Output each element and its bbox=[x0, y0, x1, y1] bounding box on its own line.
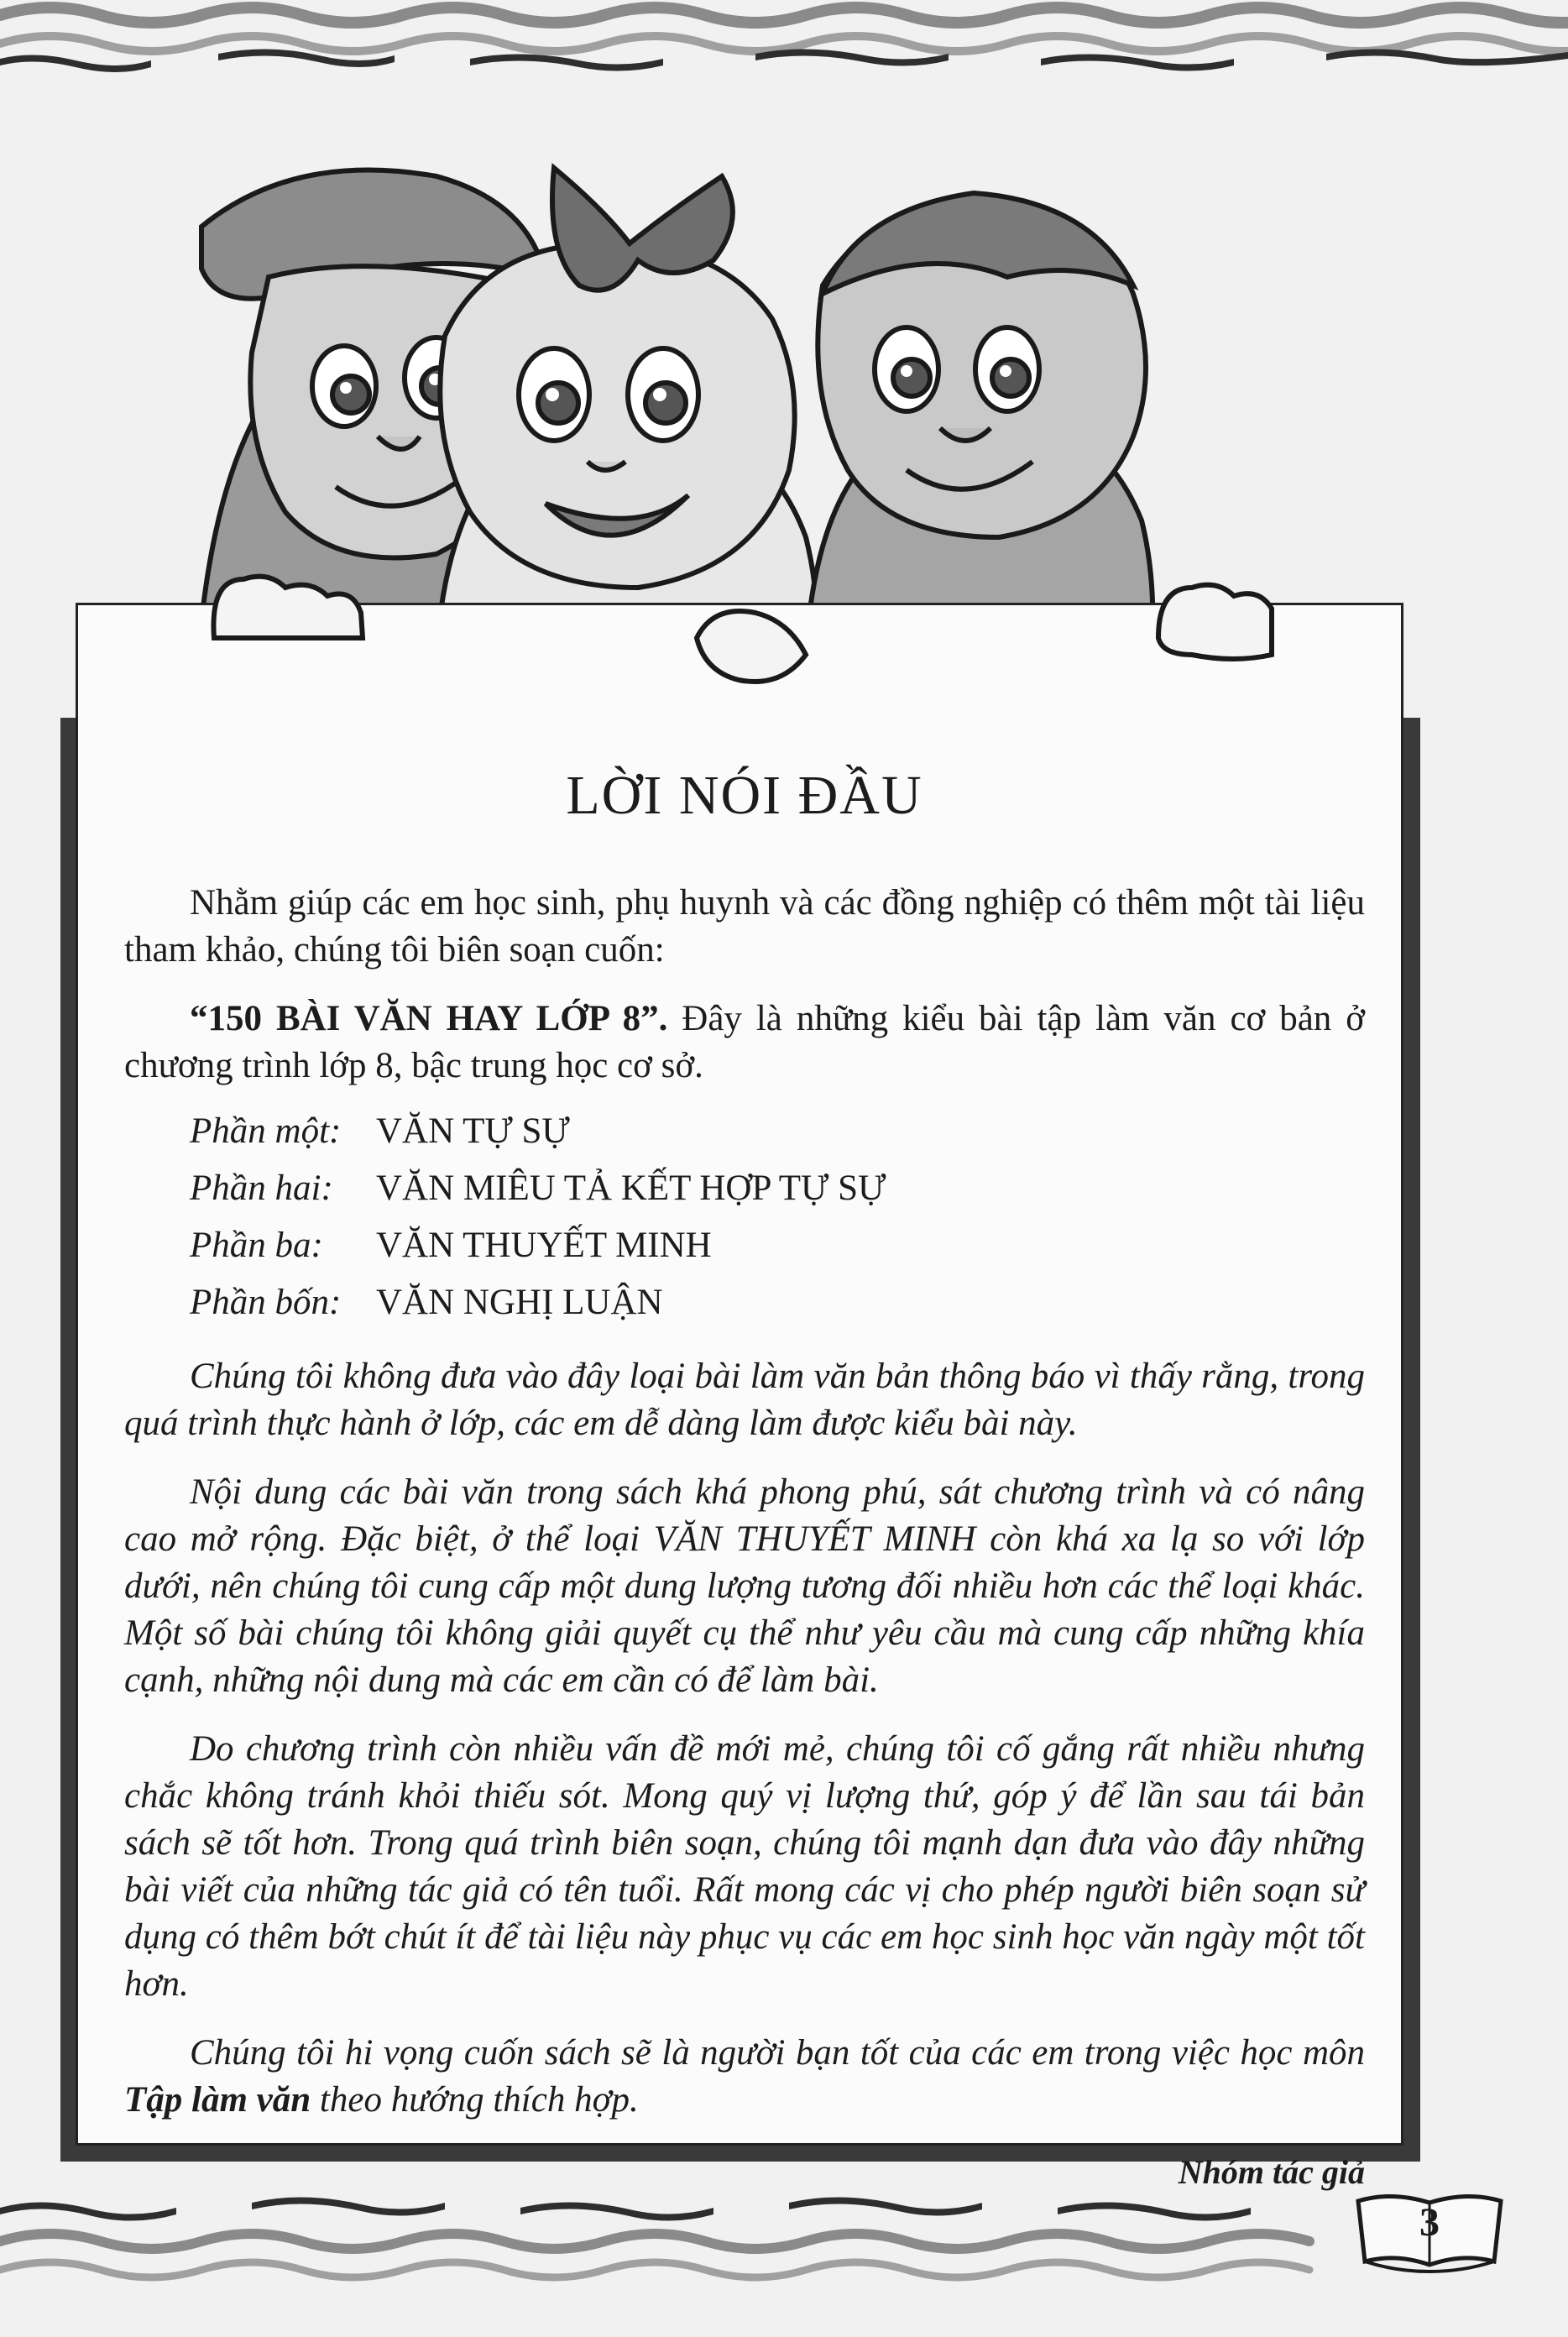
part-value: VĂN MIÊU TẢ KẾT HỢP TỰ SỰ bbox=[376, 1168, 886, 1208]
top-wave-border bbox=[0, 0, 1568, 126]
book-title-paragraph bbox=[124, 996, 1365, 1090]
paragraph-3: Do chương trình còn nhiều vấn đề mới mẻ, chúng tôi cố gắng rất nhiều nhưng chắc không tránh khỏi thiếu sót. Mong quý vị lượng thứ, góp ý để lần sau tái bản sách sẽ tốt hơn. Trong quá trình biên soạn, chúng tôi mạnh dạn đưa vào đây những bài viết của những tác giả có tên tuổi. Rất mong các vị cho phép người biên soạn sử dụng có thêm bớt chút ít để tài liệu này phục vụ các em học sinh học văn ngày một tốt hơn. bbox=[124, 1729, 1365, 2004]
paragraph-1: Chúng tôi không đưa vào đây loại bài làm văn bản thông báo vì thấy rằng, trong quá trình thực hành ở lớp, các em dễ dàng làm được kiểu bài này. bbox=[124, 1357, 1365, 1443]
page-title: LỜI NÓI ĐẦU bbox=[566, 765, 923, 826]
part-label: Phần ba: bbox=[190, 1226, 323, 1265]
paragraph-4 bbox=[124, 2030, 1365, 2124]
part-label: Phần bốn: bbox=[190, 1283, 342, 1322]
part-value: VĂN TỰ SỰ bbox=[376, 1111, 570, 1151]
parts-list bbox=[190, 1103, 1365, 1331]
part-item bbox=[190, 1160, 1365, 1217]
part-label: Phần hai: bbox=[190, 1168, 333, 1208]
part-value: VĂN NGHỊ LUẬN bbox=[376, 1283, 663, 1322]
bottom-wave-border bbox=[0, 2174, 1568, 2292]
signature: Nhóm tác giả bbox=[1178, 2153, 1365, 2191]
part-value: VĂN THUYẾT MINH bbox=[376, 1226, 712, 1265]
subject-name: Tập làm văn bbox=[124, 2080, 311, 2120]
boy-right bbox=[806, 193, 1152, 672]
part-item bbox=[190, 1217, 1365, 1274]
intro-paragraph: Nhằm giúp các em học sinh, phụ huynh và các đồng nghiệp có thêm một tài liệu tham khảo, chúng tôi biên soạn cuốn: bbox=[124, 883, 1365, 970]
paragraph-2: Nội dung các bài văn trong sách khá phong phú, sát chương trình và có nâng cao mở rộng. Đặc biệt, ở thể loại VĂN THUYẾT MINH còn khá xa lạ so với lớp dưới, nên chúng tôi cung cấp một dung lượng tương đối nhiều hơn các thể loại khác. Một số bài chúng tôi không giải quyết cụ thể như yêu cầu mà cung cấp những khía cạnh, những nội dung mà các em cần có để làm bài. bbox=[124, 1472, 1365, 1700]
part-item bbox=[190, 1274, 1365, 1331]
part-item bbox=[190, 1103, 1365, 1160]
book-description: Đây là những kiểu bài tập làm văn cơ bản ở chương trình lớp 8, bậc trung học cơ sở. bbox=[124, 999, 1365, 1085]
preface-content bbox=[124, 755, 1365, 2196]
part-label: Phần một: bbox=[190, 1111, 342, 1151]
page-number: 3 bbox=[1419, 2200, 1440, 2245]
paragraph-4-end: theo hướng thích hợp. bbox=[311, 2080, 639, 2120]
book-title: “150 BÀI VĂN HAY LỚP 8”. bbox=[190, 999, 668, 1038]
paragraph-4-text: Chúng tôi hi vọng cuốn sách sẽ là người bạn tốt của các em trong việc học môn bbox=[190, 2033, 1365, 2073]
